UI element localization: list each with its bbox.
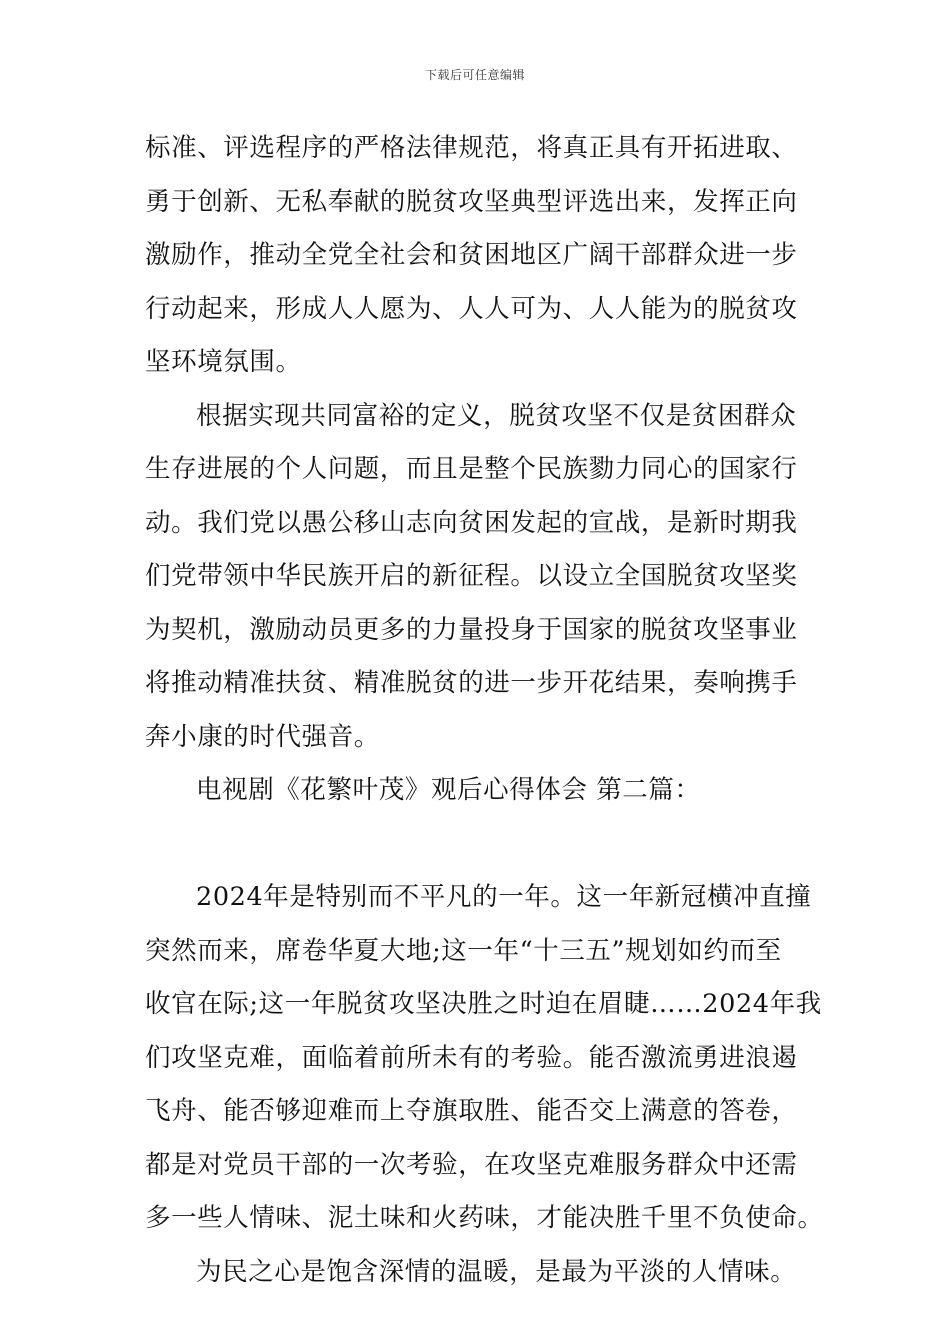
section-heading [145, 764, 810, 818]
paragraph-line: 标准、评选程序的严格法律规范，将真正具有开拓进取、 [145, 133, 798, 163]
paragraph-line: 根据实现共同富裕的定义，脱贫攻坚不仅是贫困群众 [196, 400, 797, 431]
paragraph-3 [145, 871, 824, 1246]
section-title: 电视剧《花繁叶茂》观后心得体会 第二篇： [196, 775, 701, 805]
paragraph-line: 坚环境氛围。 [145, 347, 302, 377]
paragraph-line: 行动起来，形成人人愿为、人人可为、人人能为的脱贫攻 [145, 293, 798, 324]
paragraph-line: 都是对党员干部的一次考验，在攻坚克难服务群众中还需 [145, 1149, 798, 1180]
paragraph-line: 为契机，激励动员更多的力量投身于国家的脱贫攻坚事业 [145, 614, 798, 645]
paragraph-line: 为民之心是饱含深情的温暖，是最为平淡的人情味。 [196, 1256, 797, 1287]
paragraph-line: 们攻坚克难，面临着前所未有的考验。能否激流勇进浪遏 [145, 1042, 798, 1073]
blank-line [145, 818, 810, 872]
page-header-note: 下载后可任意编辑 [424, 68, 525, 82]
paragraph-line: 突然而来，席卷华夏大地;这一年“十三五”规划如约而至 [145, 935, 782, 966]
paragraph-line: 多一些人情味、泥土味和火药味，才能决胜千里不负使命。 [145, 1203, 824, 1233]
paragraph-1 [145, 122, 810, 390]
paragraph-line: 勇于创新、无私奉献的脱贫攻坚典型评选出来，发挥正向 [145, 186, 798, 217]
paragraph-line: 奔小康的时代强音。 [145, 721, 380, 752]
paragraph-line: 生存进展的个人问题，而且是整个民族勠力同心的国家行 [145, 454, 798, 484]
paragraph-4 [145, 1246, 810, 1300]
paragraph-line: 激励作，推动全党全社会和贫困地区广阔干部群众进一步 [145, 240, 798, 270]
paragraph-line: 将推动精准扶贫、精准脱贫的进一步开花结果，奏响携手 [145, 668, 798, 698]
paragraph-line: 们党带领中华民族开启的新征程。以设立全国脱贫攻坚奖 [145, 561, 798, 591]
paragraph-2 [145, 390, 810, 765]
paragraph-line: 收官在际;这一年脱贫攻坚决胜之时迫在眉睫……2024年我 [145, 989, 822, 1019]
paragraph-line: 动。我们党以愚公移山志向贫困发起的宣战，是新时期我 [145, 507, 798, 538]
document-body [145, 122, 824, 1299]
paragraph-line: 飞舟、能否够迎难而上夺旗取胜、能否交上满意的答卷， [145, 1096, 798, 1126]
paragraph-line: 2024年是特别而不平凡的一年。这一年新冠横冲直撞 [196, 882, 812, 912]
